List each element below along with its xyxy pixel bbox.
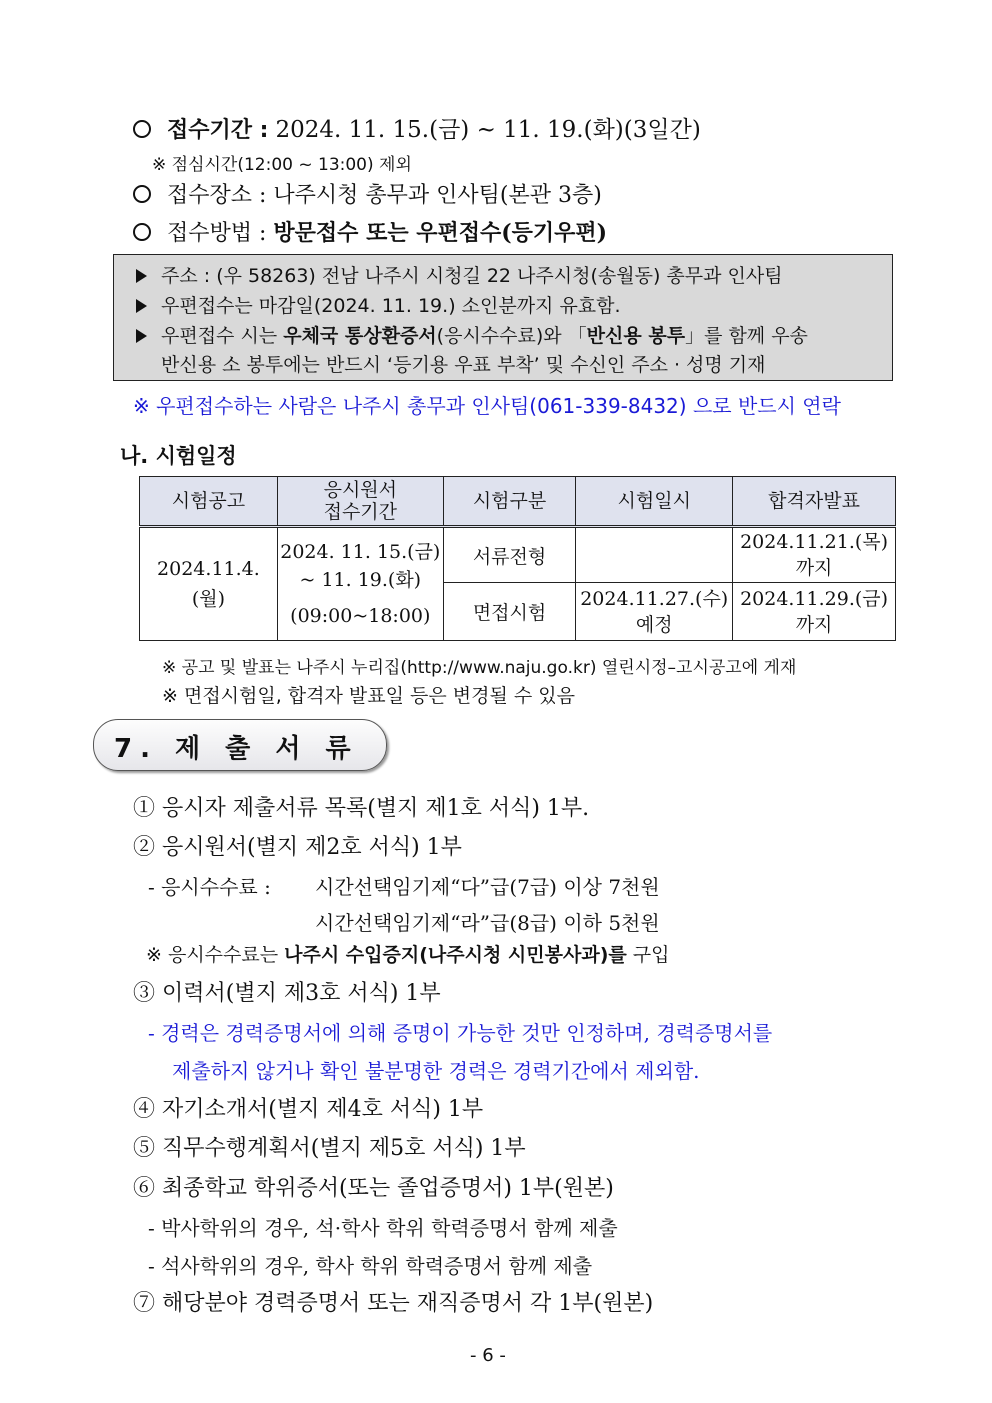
- notice-row: [136, 291, 621, 318]
- career-note: - 경력은 경력증명서에 의해 증명이 가능한 것만 인정하며, 경력증명서를: [148, 1021, 773, 1045]
- header-cell: 시험일시: [576, 477, 733, 527]
- header-line: 응시원서: [323, 479, 398, 501]
- list-item: ② 응시원서(별지 제2호 서식) 1부: [133, 835, 462, 860]
- exam-date-cell: [576, 583, 733, 641]
- apply-hours: (09:00~18:00): [290, 605, 431, 627]
- list-item: ⑦ 해당분야 경력증명서 또는 재직증명서 각 1부(원본): [133, 1291, 654, 1316]
- fee-label: - 응시수수료 :: [148, 875, 271, 899]
- sub-item: - 박사학위의 경우, 석·학사 학위 학력증명서 함께 제출: [148, 1216, 618, 1240]
- notice-address: 주소 : (우 58263) 전남 나주시 시청길 22 나주시청(송월동) 총무과 인사팀: [161, 265, 783, 287]
- table-header-row: [140, 477, 896, 527]
- notice-row: 반신용 소 봉투에는 반드시 ‘등기용 우표 부착’ 및 수신인 주소 · 성명 기재: [161, 354, 766, 376]
- list-item: ⑥ 최종학교 학위증서(또는 졸업증명서) 1부(원본): [133, 1176, 614, 1201]
- result-date: 2024.11.29.(금): [740, 587, 889, 610]
- notice-text: 」를 함께 우송: [685, 325, 808, 347]
- result-suffix: 까지: [795, 557, 833, 579]
- fee-note-bold: 나주시 수입증지(나주시청 시민봉사과)를: [284, 944, 627, 966]
- result-suffix: 까지: [795, 613, 833, 636]
- notice-bold: 반신용 봉투: [586, 325, 686, 347]
- notice-text: 우편접수 시는: [161, 325, 284, 347]
- list-item: ④ 자기소개서(별지 제4호 서식) 1부: [133, 1097, 484, 1122]
- fee-line: 시간선택임기제“다”급(7급) 이상 7천원: [315, 875, 660, 899]
- lunch-note: ※ 점심시간(12:00 ~ 13:00) 제외: [152, 155, 412, 175]
- fee-note: [146, 940, 670, 967]
- postal-notice-box: [113, 254, 893, 381]
- schedule-note: ※ 면접시험일, 합격자 발표일 등은 변경될 수 있음: [162, 685, 575, 707]
- schedule-table: [139, 476, 896, 641]
- header-line: 접수기간: [323, 501, 398, 523]
- header-cell: 시험공고: [140, 477, 278, 527]
- schedule-note: ※ 공고 및 발표는 나주시 누리집(http://www.naju.go.kr) 열린시정–고시공고에 게재: [162, 658, 797, 678]
- notice-bold: 우체국 통상환증서: [283, 325, 437, 347]
- exam-date-cell: [576, 527, 733, 583]
- announce-cell: [140, 527, 278, 641]
- header-cell: 합격자발표: [733, 477, 896, 527]
- header-cell: 시험구분: [443, 477, 576, 527]
- triangle-bullet-icon: [136, 269, 147, 283]
- notice-row: [136, 261, 783, 288]
- announce-day: (월): [191, 588, 226, 610]
- reception-method: [133, 216, 607, 247]
- section-title: 7. 제 출 서 류: [114, 734, 359, 764]
- exam-date: 2024.11.27.(수): [580, 587, 729, 610]
- announce-date: 2024.11.4.: [157, 558, 260, 580]
- triangle-bullet-icon: [136, 329, 147, 343]
- header-cell: [277, 477, 443, 527]
- list-item: ③ 이력서(별지 제3호 서식) 1부: [133, 981, 441, 1006]
- fee-note-text: ※ 응시수수료는: [146, 944, 285, 966]
- table-row: [140, 527, 896, 583]
- period-label: 접수기간 :: [167, 118, 269, 143]
- sub-item: - 석사학위의 경우, 학사 학위 학력증명서 함께 제출: [148, 1254, 593, 1278]
- postal-warning: ※ 우편접수하는 사람은 나주시 총무과 인사팀(061-339-8432) 으로 반드시 연락: [133, 394, 841, 418]
- list-item: ⑤ 직무수행계획서(별지 제5호 서식) 1부: [133, 1136, 526, 1161]
- circle-bullet-icon: [133, 185, 151, 203]
- fee-line: 시간선택임기제“라”급(8급) 이하 5천원: [315, 911, 660, 935]
- period-value: 2024. 11. 15.(금) ~ 11. 19.(화)(3일간): [275, 117, 701, 143]
- method-label: 접수방법 :: [167, 221, 267, 246]
- circle-bullet-icon: [133, 120, 151, 138]
- reception-place: [133, 178, 602, 209]
- page-number: - 6 -: [470, 1345, 506, 1366]
- exam-type-cell: 서류전형: [443, 527, 576, 583]
- triangle-bullet-icon: [136, 299, 147, 313]
- notice-deadline: 우편접수는 마감일(2024. 11. 19.) 소인분까지 유효함.: [161, 295, 621, 317]
- notice-text: (응시수수료)와 「: [436, 325, 587, 347]
- result-cell: [733, 527, 896, 583]
- fee-note-text: 구입: [626, 944, 670, 966]
- list-item: ① 응시자 제출서류 목록(별지 제1호 서식) 1부.: [133, 796, 590, 821]
- circle-bullet-icon: [133, 223, 151, 241]
- notice-row: [136, 321, 808, 348]
- result-cell: [733, 583, 896, 641]
- apply-period-cell: [277, 527, 443, 641]
- result-date: 2024.11.21.(목): [740, 531, 889, 553]
- apply-line: 2024. 11. 15.(금): [280, 541, 441, 563]
- reception-period: [133, 111, 701, 144]
- exam-date-suffix: 예정: [635, 613, 673, 636]
- section-heading-pill: [93, 719, 387, 771]
- apply-line: ~ 11. 19.(화): [299, 569, 422, 591]
- exam-type-cell: 면접시험: [443, 583, 576, 641]
- method-value: 방문접수 또는 우편접수(등기우편): [273, 220, 608, 246]
- career-note: 제출하지 않거나 확인 불분명한 경력은 경력기간에서 제외함.: [172, 1059, 700, 1083]
- schedule-heading: 나. 시험일정: [120, 444, 237, 468]
- place-text: 접수장소 : 나주시청 총무과 인사팀(본관 3층): [167, 183, 602, 208]
